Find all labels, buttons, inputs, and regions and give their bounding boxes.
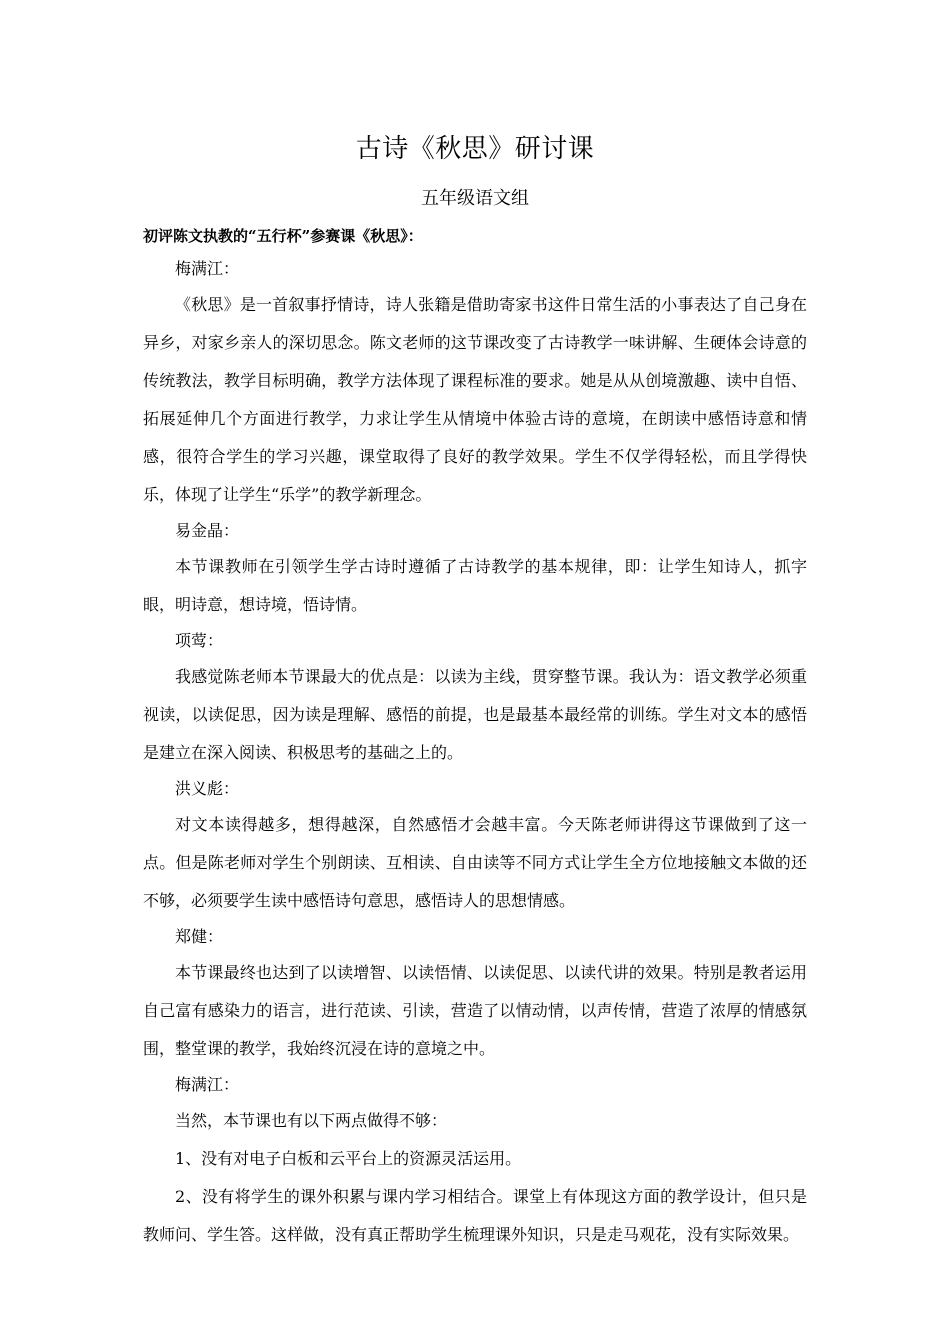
speaker-name: 梅满江： [175,1075,240,1094]
speaker-name: 郑健： [175,927,224,946]
paragraph: 我感觉陈老师本节课最大的优点是：以读为主线，贯穿整节课。我认为：语文教学必须重视读，以读促思，因为读是理解、感悟的前提，也是最基本最经常的训练。学生对文本的感悟是建立在深入阅读、积极思考的基础之上的。 [143,667,807,762]
document-title: 古诗《秋思》研讨课 [355,134,595,164]
speaker-name: 梅满江： [175,259,240,278]
speaker-name: 项莺： [175,631,224,650]
document-subtitle: 五年级语文组 [421,188,529,209]
paragraph: 《秋思》是一首叙事抒情诗，诗人张籍是借助寄家书这件日常生活的小事表达了自己身在异乡，对家乡亲人的深切思念。陈文老师的这节课改变了古诗教学一味讲解、生硬体会诗意的传统教法，教学目标明确，教学方法体现了课程标准的要求。她是从从创境激趣、读中自悟、拓展延伸几个方面进行教学，力求让学生从情境中体验古诗的意境，在朗读中感悟诗意和情感，很符合学生的学习兴趣，课堂取得了良好的教学效果。学生不仅学得轻松，而且学得快乐，体现了让学生“乐学”的教学新理念。 [143,295,807,504]
section-heading: 初评陈文执教的“五行杯”参赛课《秋思》： [143,227,423,245]
list-item: 2、没有将学生的课外积累与课内学习相结合。课堂上有体现这方面的教学设计，但只是教师问、学生答。这样做，没有真正帮助学生梳理课外知识，只是走马观花，没有实际效果。 [143,1187,807,1244]
paragraph: 本节课最终也达到了以读增智、以读悟情、以读促思、以读代讲的效果。特别是教者运用自己富有感染力的语言，进行范读、引读，营造了以情动情，以声传情，营造了浓厚的情感氛围，整堂课的教学，我始终沉浸在诗的意境之中。 [143,963,807,1058]
paragraph: 当然，本节课也有以下两点做得不够： [175,1111,448,1130]
document-body [143,220,807,1254]
paragraph: 对文本读得越多，想得越深，自然感悟才会越丰富。今天陈老师讲得这节课做到了这一点。但是陈老师对学生个别朗读、互相读、自由读等不同方式让学生全方位地接触文本做的还不够，必须要学生读中感悟诗句意思，感悟诗人的思想情感。 [143,815,807,910]
speaker-name: 洪义彪： [175,779,240,798]
speaker-name: 易金晶： [175,521,240,540]
list-item: 1、没有对电子白板和云平台上的资源灵活运用。 [175,1149,522,1168]
paragraph: 本节课教师在引领学生学古诗时遵循了古诗教学的基本规律，即：让学生知诗人，抓字眼，明诗意，想诗境，悟诗情。 [143,557,807,614]
